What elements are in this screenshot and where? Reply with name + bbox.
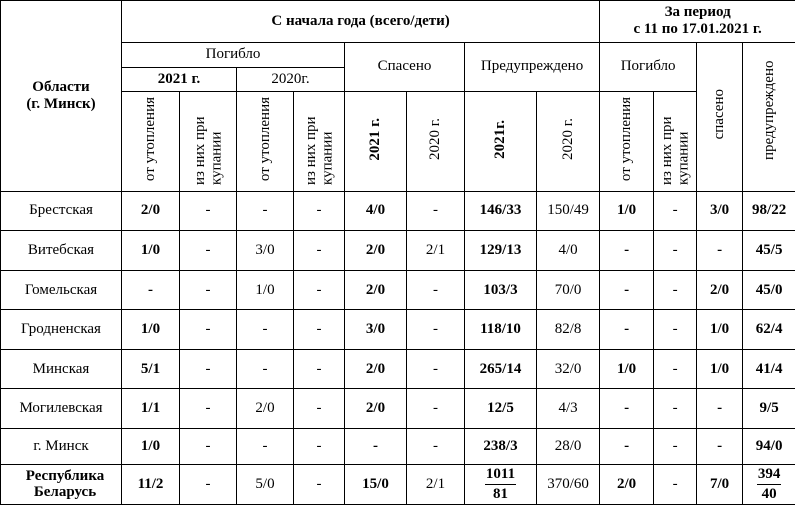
table-cell: - (407, 191, 465, 231)
table-cell: - (654, 270, 697, 310)
table-cell: 265/14 (465, 349, 537, 389)
table-cell: 1/0 (122, 231, 180, 271)
table-cell: - (654, 349, 697, 389)
table-cell: - (654, 389, 697, 429)
header-swim-period: из них при купании (654, 92, 697, 191)
table-cell: 3/0 (237, 231, 294, 271)
header-prevented: Предупреждено (465, 42, 600, 92)
table-cell: - (237, 310, 294, 350)
table-cell: 1/0 (697, 310, 743, 350)
header-year-2020: 2020г. (237, 67, 345, 91)
table-cell: 98/22 (743, 191, 795, 231)
table-cell: - (345, 428, 407, 465)
total-cell: 2/1 (407, 465, 465, 505)
table-cell: 150/49 (537, 191, 600, 231)
table-cell: 12/5 (465, 389, 537, 429)
header-swim-2020: из них при купании (294, 92, 345, 191)
table-cell: - (294, 389, 345, 429)
table-cell: - (600, 389, 654, 429)
table-cell: - (180, 310, 237, 350)
table-cell: - (294, 428, 345, 465)
total-cell: 15/0 (345, 465, 407, 505)
table-cell: - (407, 270, 465, 310)
table-cell: - (697, 231, 743, 271)
table-cell: - (600, 270, 654, 310)
header-drown-period: от утопления (600, 92, 654, 191)
header-drown-2021: от утопления (122, 92, 180, 191)
table-cell: - (180, 389, 237, 429)
table-cell: - (180, 191, 237, 231)
header-regions: Области (г. Минск) (1, 1, 122, 192)
header-swim-2021: из них при купании (180, 92, 237, 191)
region-name: Брестская (1, 191, 122, 231)
header-ytd: С начала года (всего/дети) (122, 1, 600, 43)
table-cell: 1/0 (697, 349, 743, 389)
region-name: г. Минск (1, 428, 122, 465)
table-cell: - (600, 310, 654, 350)
total-cell: 370/60 (537, 465, 600, 505)
table-row (1, 349, 795, 389)
table-cell: - (654, 231, 697, 271)
table-row (1, 428, 795, 465)
header-prevented-period: предупреждено (743, 42, 795, 191)
header-saved-2020: 2020 г. (407, 92, 465, 191)
total-cell: 5/0 (237, 465, 294, 505)
header-period: За период с 11 по 17.01.2021 г. (600, 1, 795, 43)
table-cell: - (600, 231, 654, 271)
table-cell: 2/0 (345, 231, 407, 271)
table-cell: - (294, 349, 345, 389)
table-cell: - (294, 191, 345, 231)
table-cell: - (294, 231, 345, 271)
fraction-denominator: 40 (761, 485, 777, 502)
header-saved: Спасено (345, 42, 465, 92)
table-row (1, 389, 795, 429)
table-cell: - (654, 428, 697, 465)
region-name: Витебская (1, 231, 122, 271)
header-died: Погибло (122, 42, 345, 67)
table-cell: 4/0 (345, 191, 407, 231)
table-cell: - (180, 349, 237, 389)
table-cell: 3/0 (345, 310, 407, 350)
table-cell: 129/13 (465, 231, 537, 271)
table-cell: - (237, 428, 294, 465)
total-prevented-2021 (465, 465, 537, 505)
table-cell: - (180, 428, 237, 465)
table-cell: 3/0 (697, 191, 743, 231)
table-cell: - (294, 270, 345, 310)
table-cell: 5/1 (122, 349, 180, 389)
table-cell: - (407, 349, 465, 389)
header-prev-2020: 2020 г. (537, 92, 600, 191)
fraction-denominator: 81 (493, 485, 508, 502)
table-cell: 4/0 (537, 231, 600, 271)
total-cell: - (294, 465, 345, 505)
table-cell: - (697, 389, 743, 429)
fraction-numerator: 394 (757, 466, 782, 484)
header-prev-2021: 2021г. (465, 92, 537, 191)
table-cell: - (407, 389, 465, 429)
table-cell: 2/0 (345, 389, 407, 429)
total-cell: 7/0 (697, 465, 743, 505)
total-cell: 2/0 (600, 465, 654, 505)
table-cell: 118/10 (465, 310, 537, 350)
table-cell: - (237, 349, 294, 389)
table-cell: 2/0 (345, 270, 407, 310)
table-row (1, 270, 795, 310)
table-cell: 2/0 (237, 389, 294, 429)
region-name: Гомельская (1, 270, 122, 310)
header-year-2021: 2021 г. (122, 67, 237, 91)
total-cell: - (180, 465, 237, 505)
table-cell: 2/1 (407, 231, 465, 271)
table-body (1, 191, 795, 465)
total-cell: 11/2 (122, 465, 180, 505)
table-row (1, 310, 795, 350)
table-cell: - (180, 270, 237, 310)
table-cell: 2/0 (345, 349, 407, 389)
table-cell: 41/4 (743, 349, 795, 389)
table-cell: - (407, 310, 465, 350)
table-cell: 146/33 (465, 191, 537, 231)
table-cell: 1/0 (600, 191, 654, 231)
table-cell: 94/0 (743, 428, 795, 465)
table-cell: 28/0 (537, 428, 600, 465)
region-name: Гродненская (1, 310, 122, 350)
table-cell: 45/0 (743, 270, 795, 310)
total-prevented-period (743, 465, 795, 505)
table-cell: 2/0 (697, 270, 743, 310)
table-cell: - (180, 231, 237, 271)
table-cell: - (237, 191, 294, 231)
table-cell: 62/4 (743, 310, 795, 350)
table-cell: 9/5 (743, 389, 795, 429)
header-saved-2021: 2021 г. (345, 92, 407, 191)
total-cell: - (654, 465, 697, 505)
header-died-period: Погибло (600, 42, 697, 92)
table-row (1, 191, 795, 231)
table-cell: - (654, 310, 697, 350)
table-cell: 1/0 (122, 428, 180, 465)
table-cell: 1/0 (122, 310, 180, 350)
table-cell: 1/1 (122, 389, 180, 429)
table-cell: 32/0 (537, 349, 600, 389)
total-row-label: Республика Беларусь (1, 465, 122, 505)
table-cell: - (600, 428, 654, 465)
table-cell: 103/3 (465, 270, 537, 310)
region-name: Могилевская (1, 389, 122, 429)
table-cell: 1/0 (600, 349, 654, 389)
region-name: Минская (1, 349, 122, 389)
table-cell: 45/5 (743, 231, 795, 271)
table-cell: - (654, 191, 697, 231)
table-cell: 238/3 (465, 428, 537, 465)
table-cell: 4/3 (537, 389, 600, 429)
table-cell: 2/0 (122, 191, 180, 231)
table-cell: 82/8 (537, 310, 600, 350)
table-cell: - (407, 428, 465, 465)
header-drown-2020: от утопления (237, 92, 294, 191)
header-saved-period: спасено (697, 42, 743, 191)
table-row (1, 231, 795, 271)
fraction-numerator: 1011 (485, 466, 516, 484)
table-cell: - (122, 270, 180, 310)
table-cell: - (697, 428, 743, 465)
table-cell: 1/0 (237, 270, 294, 310)
table-cell: - (294, 310, 345, 350)
table-cell: 70/0 (537, 270, 600, 310)
